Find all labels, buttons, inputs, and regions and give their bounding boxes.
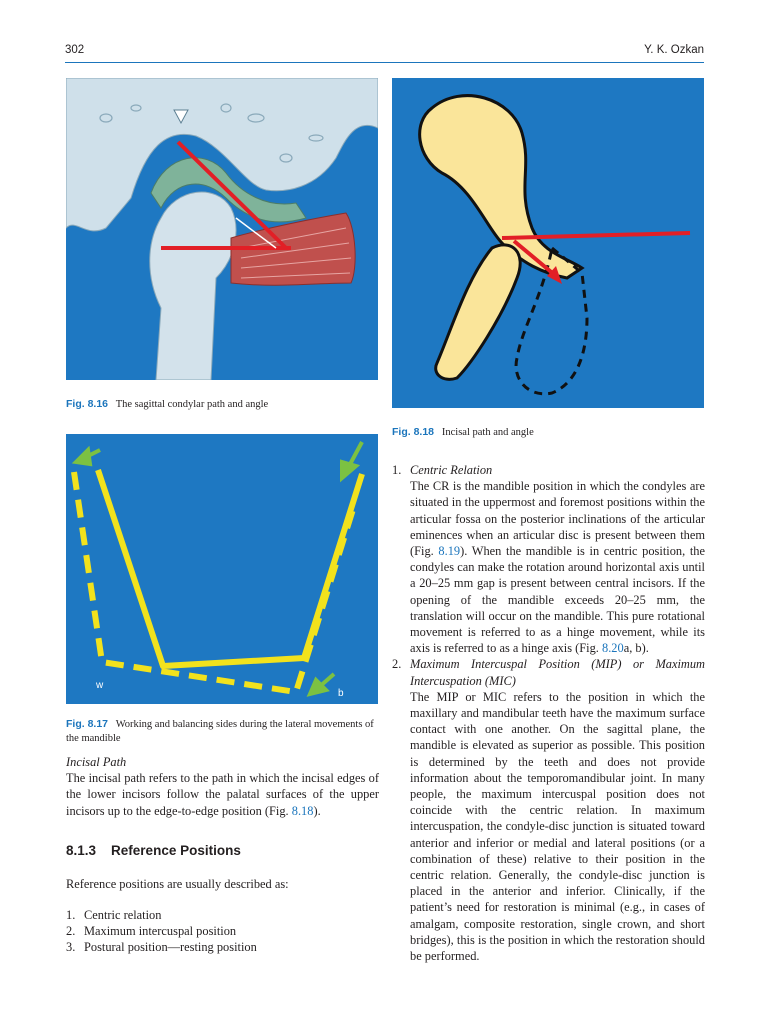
list-item: 3. Postural position—resting position [66,940,257,955]
figure-8-17-caption [66,717,378,746]
figure-label: Fig. 8.17 [66,718,109,730]
item-paragraph: The MIP or MIC refers to the position in which the maxillary and mandibular teeth have the maximum surface contact with one another. On the sagittal plane, the mandible is elevated as superior as possible. This position is determined by the teeth and does not provide information about the temporomandibular joint. In many people, the maximum intercuspal position does not coincide with the centric relation. In maximum intercuspation, the condyle-disc junction is situated toward anterior and inferior or medial and lateral positions (or a combination of these) relative to their position in the centric relation. Generally, the condyle-disc junction is placed in the anterior and inferior. Clinically, if the patient’s need for restoration is minimal (e.g., in cases of amalgam, composite restoration, single crown, and short bridges), this is the position in which the restoration should be performed. [410,689,705,964]
figure-reference-link[interactable]: 8.20 [602,641,624,656]
figure-label: Fig. 8.18 [392,426,435,438]
figure-8-17-image [66,434,378,704]
item-title: Maximum Intercuspal Position (MIP) or Maximum Intercuspation (MIC) [410,657,705,688]
reference-intro: Reference positions are usually described as: [66,877,289,891]
figure-8-16-caption [66,397,378,412]
list-item-centric-relation: 1. Centric Relation The CR is the mandible position in which the condyles are situated in the uppermost and foremost positions within the articular fossa on the posterior inclinations of the articular eminences when an articular disc is present between them (Fig. 8.19). When the mandible is in centric position, the condyles can make the rotation around horizontal axis until a 20–25 mm gap is present between central incisors. If the opening of the mandible exceeds 20–25 mm, the translation will occur on the mandible. This pure rotational movement is referred to as a hinge movement, while its axis is referred to as a hinge axis (Fig. 8.20a, b). [392,463,705,656]
list-item-maximum-intercuspal-position: 2. Maximum Intercuspal Position (MIP) or Maximum Intercuspation (MIC) The MIP or MIC refers to the position in which the maxillary and mandibular teeth have the maximum surface contact with one another. On the sagittal plane, the mandible is elevated as superior as possible. This position is determined by the teeth and does not provide information about the temporomandibular joint. In many people, the maximum intercuspal position does not coincide with the centric relation. In maximum intercuspation, the condyle-disc junction is situated toward anterior and inferior or medial and lateral positions (or a combination of these) relative to their position in the centric relation. Generally, the condyle-disc junction is placed in the anterior and inferior. Clinically, if the patient’s need for restoration is minimal (e.g., in cases of amalgam, composite restoration, single crown, and short bridges), this is the position in which the restoration should be performed. [392,657,705,964]
section-title: Reference Positions [111,843,241,858]
figure-reference-link[interactable]: 8.19 [438,544,461,559]
figure-label: Fig. 8.16 [66,398,109,410]
incisal-path-title: Incisal Path [66,755,127,769]
incisal-path-paragraph: The incisal path refers to the path in which the incisal edges of the lower incisors follow the palatal surfaces of the upper incisors up to the edge-to-edge position (Fig. 8.18). [66,771,379,818]
caption-text: Incisal path and angle [441,427,534,438]
page-number: 302 [65,44,85,56]
item-paragraph: The CR is the mandible position in which the condyles are situated in the uppermost and foremost positions within the articular fossa on the posterior inclinations of the articular eminences when an articular disc is present between them (Fig. 8.19). When the mandible is in centric position, the condyles can make the rotation around horizontal axis until a 20–25 mm gap is present between central incisors. If the opening of the mandible exceeds 20–25 mm, the translation will occur on the mandible. This pure rotational movement is referred to as a hinge movement, while its axis is referred to as a hinge axis (Fig. 8.20a, b). [410,479,705,656]
figure-reference-link[interactable]: 8.18 [291,803,314,818]
working-side-marker: w [96,680,104,691]
running-header-author: Y. K. Ozkan [644,44,704,56]
item-title: Centric Relation [410,463,493,477]
figure-8-18-caption [392,425,704,440]
lateral-movement-illustration [66,434,378,704]
caption-text: The sagittal condylar path and angle [115,399,269,410]
incisal-path-illustration [392,78,704,408]
caption-text: Working and balancing sides during the lateral movements of the mandible [66,719,374,744]
list-item: 1. Centric relation [66,908,162,922]
figure-8-16-image [66,78,378,380]
figure-8-18-image [392,78,704,408]
header-rule [65,62,704,63]
list-item: 2. Maximum intercuspal position [66,924,237,939]
balancing-side-marker: b [338,688,344,699]
condylar-path-illustration [66,78,378,380]
incisal-path-section [66,754,379,819]
right-column-list [392,462,705,964]
reference-positions-list [66,907,379,956]
section-heading [66,843,379,858]
section-number: 8.1.3 [66,843,97,858]
